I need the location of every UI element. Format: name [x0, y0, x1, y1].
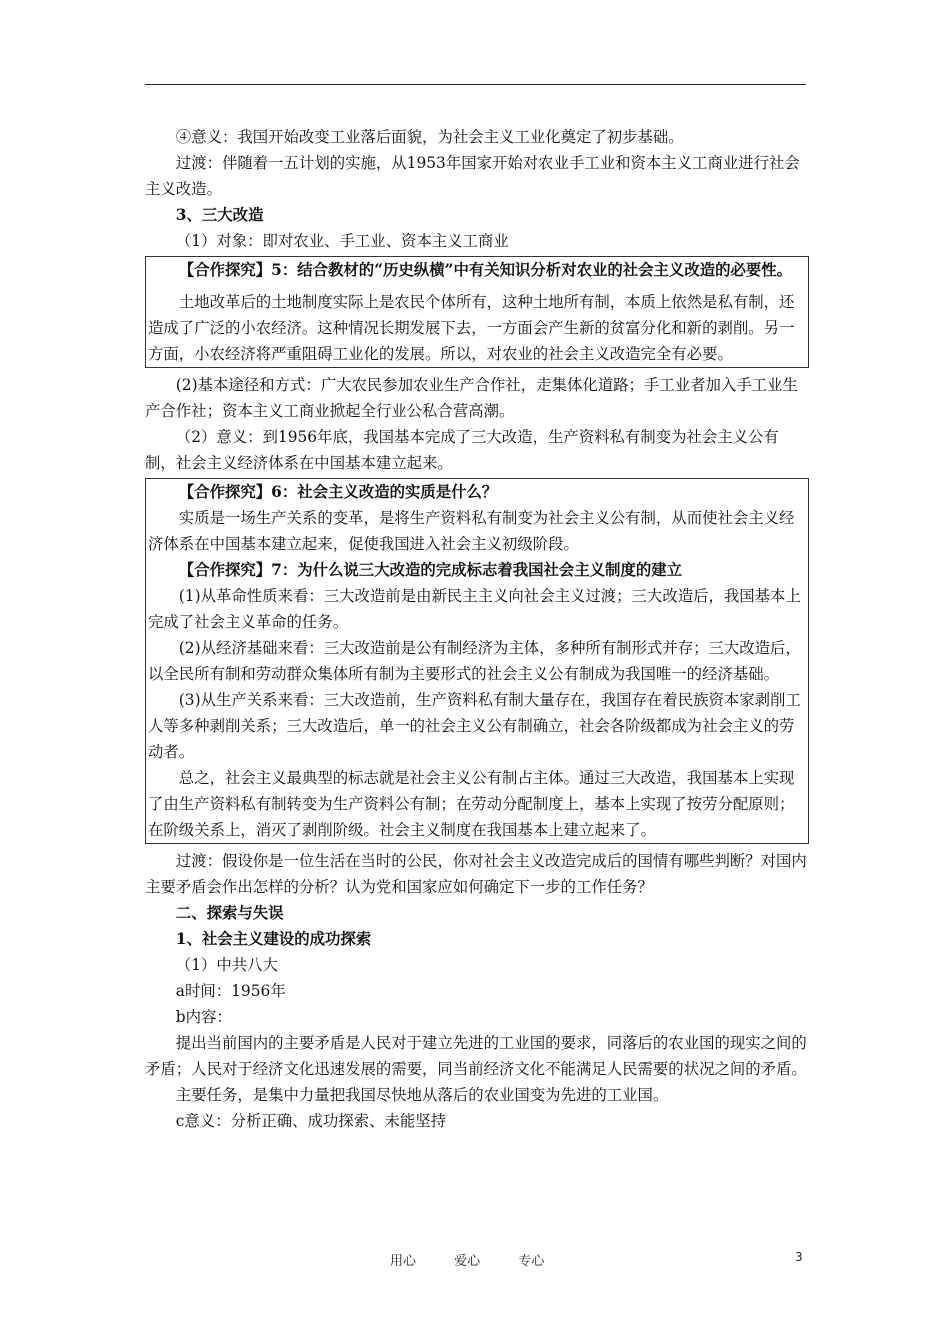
footer-word-2: 爱心 — [454, 1254, 481, 1269]
inquiry-7-point-1: (1)从革命性质来看：三大改造前是由新民主主义向社会主义过渡；三大改造后，我国基本上完成了社会主义革命的任务。 — [148, 587, 801, 631]
inquiry-5-title: 【合作探究】5：结合教材的“历史纵横”中有关知识分析对农业的社会主义改造的必要性。 — [178, 261, 793, 279]
eighth-congress-item: （1）中共八大 — [175, 956, 278, 974]
inquiry-7-title: 【合作探究】7：为什么说三大改造的完成标志着我国社会主义制度的建立 — [178, 561, 683, 579]
footer-word-1: 用心 — [390, 1254, 417, 1269]
footer-motto — [390, 1250, 578, 1269]
transition-paragraph: 过渡：伴随着一五计划的实施，从1953年国家开始对农业手工业和资本主义工商业进行社会主义改造。 — [145, 154, 800, 198]
inquiry-6-title: 【合作探究】6：社会主义改造的实质是什么？ — [178, 483, 498, 501]
section-heading-exploration: 二、探索与失误 — [175, 904, 284, 922]
inquiry-7-summary: 总之，社会主义最典型的标志就是社会主义公有制占主体。通过三大改造，我国基本上实现了由生产资料私有制转变为生产资料公有制；在劳动分配制度上，基本上实现了按劳分配原则；在阶级关系上，消灭了剥削阶级。社会主义制度在我国基本上建立起来了。 — [148, 769, 795, 839]
section-heading-three-transformations: 3、三大改造 — [175, 206, 264, 224]
main-task-paragraph: 主要任务，是集中力量把我国尽快地从落后的农业国变为先进的工业国。 — [175, 1086, 669, 1104]
contradiction-paragraph: 提出当前国内的主要矛盾是人民对于建立先进的工业国的要求，同落后的农业国的现实之间的矛盾；人民对于经济文化迅速发展的需要，同当前经济文化不能满足人民需要的状况之间的矛盾。 — [145, 1034, 807, 1078]
inquiry-7-point-3: (3)从生产关系来看：三大改造前，生产资料私有制大量存在，我国存在着民族资本家剥削工人等多种剥削关系；三大改造后，单一的社会主义公有制确立，社会各阶级都成为社会主义的劳动者。 — [148, 691, 801, 761]
transition-question-paragraph: 过渡：假设你是一位生活在当时的公民，你对社会主义改造完成后的国情有哪些判断？对国内主要矛盾会作出怎样的分析？认为党和国家应如何确定下一步的工作任务？ — [145, 852, 807, 896]
objects-paragraph: （1）对象：即对农业、手工业、资本主义工商业 — [175, 232, 509, 250]
time-item: a时间：1956年 — [175, 982, 286, 1000]
page-number: 3 — [795, 1250, 803, 1264]
subsection-heading-success: 1、社会主义建设的成功探索 — [175, 930, 372, 948]
significance-paragraph: ④意义：我国开始改变工业落后面貌，为社会主义工业化奠定了初步基础。 — [175, 128, 684, 146]
inquiry-6-answer: 实质是一场生产关系的变革，是将生产资料私有制变为社会主义公有制，从而使社会主义经济体系在中国基本建立起来，促使我国进入社会主义初级阶段。 — [148, 509, 795, 553]
inquiry-7-point-2: (2)从经济基础来看：三大改造前是公有制经济为主体，多种所有制形式并存；三大改造后，以全民所有制和劳动群众集体所有制为主要形式的社会主义公有制成为我国唯一的经济基础。 — [148, 639, 801, 683]
approach-paragraph: (2)基本途径和方式：广大农民参加农业生产合作社，走集体化道路；手工业者加入手工业生产合作社；资本主义工商业掀起全行业公私合营高潮。 — [145, 376, 798, 420]
content-label: b内容： — [175, 1008, 232, 1026]
meaning-paragraph: （2）意义：到1956年底，我国基本完成了三大改造，生产资料私有制变为社会主义公有制，社会主义经济体系在中国基本建立起来。 — [145, 428, 779, 472]
inquiry-5-answer: 土地改革后的土地制度实际上是农民个体所有，这种土地所有制，本质上依然是私有制，还造成了广泛的小农经济。这种情况长期发展下去，一方面会产生新的贫富分化和新的剥削。另一方面，小农经济将严重阻碍工业化的发展。所以，对农业的社会主义改造完全有必要。 — [148, 293, 795, 363]
cooperative-inquiry-box-6-7 — [145, 478, 809, 844]
cooperative-inquiry-box-5 — [145, 256, 809, 368]
significance-item: c意义：分析正确、成功探索、未能坚持 — [175, 1112, 447, 1130]
footer-word-3: 专心 — [518, 1254, 545, 1269]
header-rule — [145, 84, 806, 85]
page-body — [145, 124, 809, 1134]
